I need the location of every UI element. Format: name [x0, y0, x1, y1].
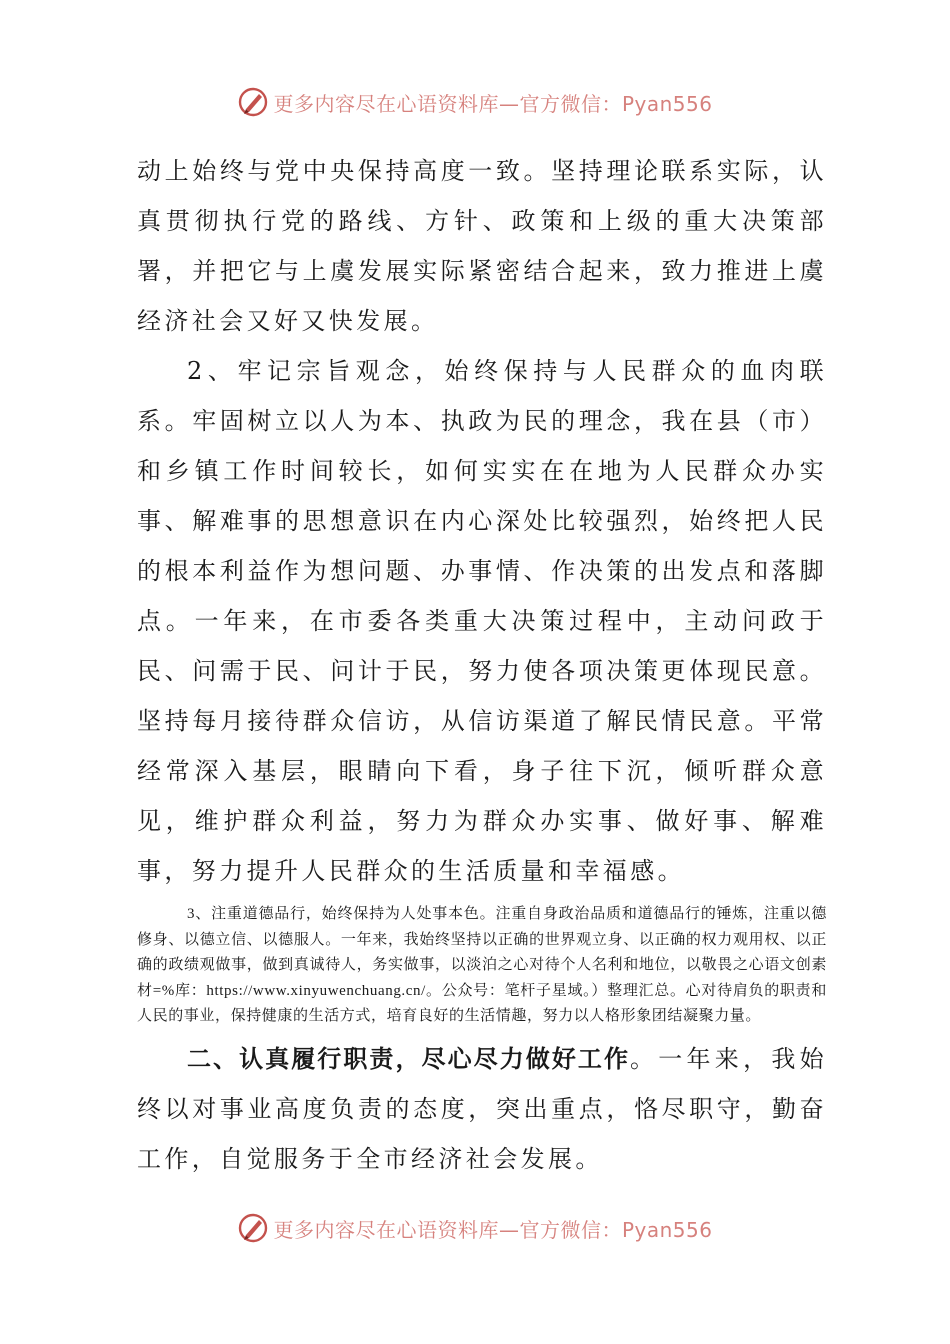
footer-banner [0, 1208, 950, 1248]
paragraph-section-2 [137, 1034, 827, 1184]
header-banner [0, 82, 950, 122]
paragraph-continuation: 动上始终与党中央保持高度一致。坚持理论联系实际，认真贯彻执行党的路线、方针、政策和上级的重大决策部署，并把它与上虞发展实际紧密结合起来，致力推进上虞经济社会又好又快发展。 [137, 157, 827, 335]
banner-text: 更多内容尽在心语资料库—官方微信：Pyan556 [273, 91, 713, 116]
paragraph-item-3: 3、注重道德品行，始终保持为人处事本色。注重自身政治品质和道德品行的锤炼，注重以德修身、以德立信、以德服人。一年来，我始终坚持以正确的世界观立身、以正确的权力观用权、以正确的政绩观做事，做到真诚待人，务实做事，以淡泊之心对待个人名利和地位，以敬畏之心语文创素材=%库：https://www.xinyuwenchuang.cn/。公众号：笔杆子星域。）整理汇总。心对待肩负的职责和人民的事业，保持健康的生活方式，培育良好的生活情趣，努力以人格形象团结凝聚力量。 [137, 906, 827, 1024]
banner-text: 更多内容尽在心语资料库—官方微信：Pyan556 [273, 1217, 713, 1242]
pen-circle-logo-icon [237, 86, 269, 118]
paragraph-item-2: 2、牢记宗旨观念，始终保持与人民群众的血肉联系。牢固树立以人为本、执政为民的理念，我在县（市）和乡镇工作时间较长，如何实实在在地为人民群众办实事、解难事的思想意识在内心深处比较强烈，始终把人民的根本利益作为想问题、办事情、作决策的出发点和落脚点。一年来，在市委各类重大决策过程中，主动问政于民、问需于民、问计于民，努力使各项决策更体现民意。坚持每月接待群众信访，从信访渠道了解民情民意。平常经常深入基层，眼睛向下看，身子往下沉，倾听群众意见，维护群众利益，努力为群众办实事、做好事、解难事，努力提升人民群众的生活质量和幸福感。 [137, 357, 827, 885]
section-heading: 二、认真履行职责，尽心尽力做好工作 [187, 1044, 631, 1073]
section-body: 。一年来，我始终以对事业高度负责的态度，突出重点，恪尽职守，勤奋工作，自觉服务于全市经济社会发展。 [137, 1044, 827, 1173]
document-body [137, 146, 827, 1184]
pen-circle-logo-icon [237, 1212, 269, 1244]
